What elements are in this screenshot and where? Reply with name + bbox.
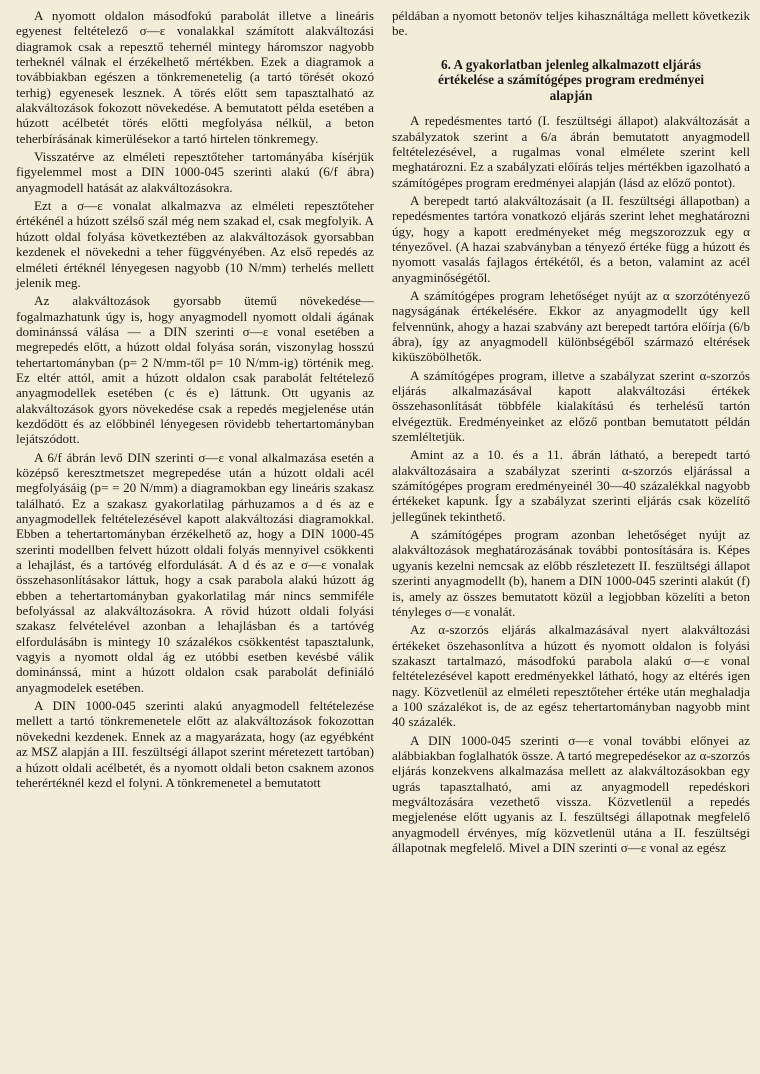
section-heading-line: értékelése a számítógépes program eredményei bbox=[437, 72, 705, 88]
section-heading-line: 6. A gyakorlatban jelenleg alkalmazott eljárás bbox=[440, 56, 701, 72]
paragraph: Amint az a 10. és a 11. ábrán látható, a berepedt tartó alakváltozásaira a szabályzat szerinti α-szorzós eljárással a számítógépes program eredményeinél 30—40 százalékkal nagyobb értékeket kapunk. Így a szabályzat szerinti eljárás csak közelítő jellegűnek tekinthető. bbox=[392, 447, 750, 524]
section-heading bbox=[392, 57, 750, 104]
paragraph: Az alakváltozások gyorsabb ütemű növekedése—fogalmazhatunk úgy is, hogy anyagmodell nyomott oldali ágának dominánssá válása — a DIN szerinti σ—ε vonal esetében a megrepedés előtt, a húzott oldal folyása során, viszonylag hosszú tehertartományban (p= 2 N/mm-től p= 10 N/mm-ig) történik meg. Ez eltér attól, amit a húzott oldalon csak parabolát feltételező anyagmodellek esetében (c és e) láttunk. Ott ugyanis az alakváltozások gyors növekedése csak a repedés megjelenése után kezdődött és az előbbinél lényegesen rövidebb tehertartományban lejátszódott. bbox=[16, 293, 374, 447]
paragraph: Ezt a σ—ε vonalat alkalmazva az elméleti repesztőteher értékénél a húzott szélső szál még nem szakad el, csak megfolyik. A húzott oldal folyása következtében az alakváltozások gyorsabban kezdenek el növekedni a teher függvényében. Az első repedés az elméleti értéknél lényegesen nagyobb (10 N/mm) terhelés mellett jelenik meg. bbox=[16, 198, 374, 290]
paragraph: A 6/f ábrán levő DIN szerinti σ—ε vonal alkalmazása esetén a középső keresztmetszet megrepedése után a húzott oldali acél megfolyásáig (p= = 20 N/mm) a diagramokban egy lineáris szakasz található. Ez a szakasz gyakorlatilag párhuzamos a d és az e anyagmodellek feltételezésével kapott alakváltozási diagramokkal. Ebben a tehertartományban érzékelhető az, hogy a DIN 1000-45 szerinti modellben felvett húzott oldali folyás mennyivel csökkenti a lehajlást, és a tartóvég elfordulását. A d és az e σ—ε vonalak összehasonlításakor láttuk, hogy a csak parabola alakú húzott ág ebben a tehertartományban gyakorlatilag már nincs semmiféle befolyással az alakváltozásokra. A rövid húzott oldali folyási szakasz felvételével azonban a lehajlásban és a tartóvég elfordulásábn is mintegy 10 százalékos csökkentést tapasztalunk, vagyis a nyomott oldal ág ez utóbbi esetben kevésbé válik dominánssá, mint a húzott oldalon csak parabolát definiáló anyagmodelek esetében. bbox=[16, 449, 374, 695]
paragraph: Az α-szorzós eljárás alkalmazásával nyert alakváltozási értékeket öszehasonlítva a húzott és nyomott oldalon is folyási szakaszt tartalmazó, másodfokú parabola alakú σ—ε vonal feltételezésével kapott eredményekkel látható, hogy az eltérés igen nagy. Közvetlenül az elméleti repesztőteher értéke után meghaladja a 100 százalékot is, de az egész tehertartományban nagyobb mint 40 százalék. bbox=[392, 622, 750, 730]
paragraph: A nyomott oldalon másodfokú parabolát illetve a lineáris egyenest feltételező σ—ε vonalakkal számított alakváltozási diagramok csak a repesztő tehernél mintegy háromszor nagyobb terheknél válnak el érzékelhető mértékben. Ezek a diagramok a továbbiakban egészen a tönkremenetelig (a tartó törését okozó terhig) egyenesek lesznek. A törés előtt sem tapasztalható az alakváltozások fokozott növekedése. A bemutatott példa esetében a húzott acélbetét törés előtti megfolyása nélkül, a beton teherbírásának kimerülésekor a tartó hirtelen tönkremegy. bbox=[16, 8, 374, 146]
right-column bbox=[392, 8, 750, 1074]
paragraph: A DIN 1000-045 szerinti σ—ε vonal további előnyei az alábbiakban foglalhatók össze. A tartó megrepedésekor az α-szorzós eljárás konzekvens alkalmazása mellett az alakváltozásokban egy ugrás tapasztalható, ami az anyagmodell repedéskori megváltozására vezethető vissza. Közvetlenül a repedés megjelenése előtt ugyanis az I. feszültségi állapotnak megfelelő anyagmodell érvényes, míg közvetlenül utána a II. feszültségi állapotnak megfelelő. Mivel a DIN szerinti σ—ε vonal az egész bbox=[392, 732, 750, 855]
paragraph: A számítógépes program azonban lehetőséget nyújt az alakváltozások meghatározásának további pontosítására is. Képes ugyanis kezelni nemcsak az előbb részletezett II. feszültségi állapot szerinti anyagmodellt (b), hanem a DIN 1000-045 szerinti alakút (f) is, amely az összes bemutatott közül a legjobban közelíti a beton tényleges σ—ε vonalát. bbox=[392, 527, 750, 619]
continued-paragraph: példában a nyomott betonöv teljes kihasználtága mellett következik be. bbox=[392, 8, 750, 39]
paragraph: A számítógépes program, illetve a szabályzat szerint α-szorzós eljárás alkalmazásával kapott alakváltozási értékek összehasonlítását többféle kialakítású és terhelésű tartón elvégeztük. Eredményeinket az előző pontban bemutatott példán szemléltetjük. bbox=[392, 367, 750, 445]
paragraph: Visszatérve az elméleti repesztőteher tartományába kísérjük figyelemmel most a DIN 1000-045 szerinti alakú (6/f ábra) anyagmodell hatását az alakváltozásokra. bbox=[16, 149, 374, 195]
section-heading-line: alapján bbox=[549, 87, 593, 103]
paragraph: A berepedt tartó alakváltozásait (a II. feszültségi állapotban) a repedésmentes tartóra vonatkozó eljárás szerint lehet meghatározni úgy, hogy a kapott eredményeket még megszorozzuk egy α tényezővel. (A hazai szabványban a tényező értéke függ a húzott és nyomott vasalás fajlagos értékétől, és a beton, valamint az acél anyagminőségétől. bbox=[392, 192, 750, 285]
paragraph: A számítógépes program lehetőséget nyújt az α szorzótényező nagyságának értékelésére. Ekkor az anyagmodellt úgy kell felvennünk, ahogy a hazai szabvány azt berepedt tartóra előírja (6/b ábra), így az anyagmodell különbségéből származó eltérések kiküszöbölhetők. bbox=[392, 287, 750, 365]
paragraph: A repedésmentes tartó (I. feszültségi állapot) alakváltozását a szabályzatok szerint a 6/a ábrán bemutatott anyagmodell feltételezésével, a rugalmas vonal elmélete szerint kell meghatározni. Ez a szabályzati előírás teljes mértékben igazolható a számítógépes program eredményei alapján (lásd az előző pontot). bbox=[392, 113, 750, 190]
paragraph: A DIN 1000-045 szerinti alakú anyagmodell feltételezése mellett a tartó tönkremenetele előtt az alakváltozások fokozottan növekedni kezdenek. Ennek az a magyarázata, hogy (az egyébként az MSZ alapján a III. feszültségi állapot szerint méretezett tartóban) a húzott oldali acélbetét, és a nyomott oldali beton csaknem azonos teherértéknél kezd el folyni. A tönkremenetel a bemutatott bbox=[16, 698, 374, 790]
left-column bbox=[16, 8, 374, 1074]
